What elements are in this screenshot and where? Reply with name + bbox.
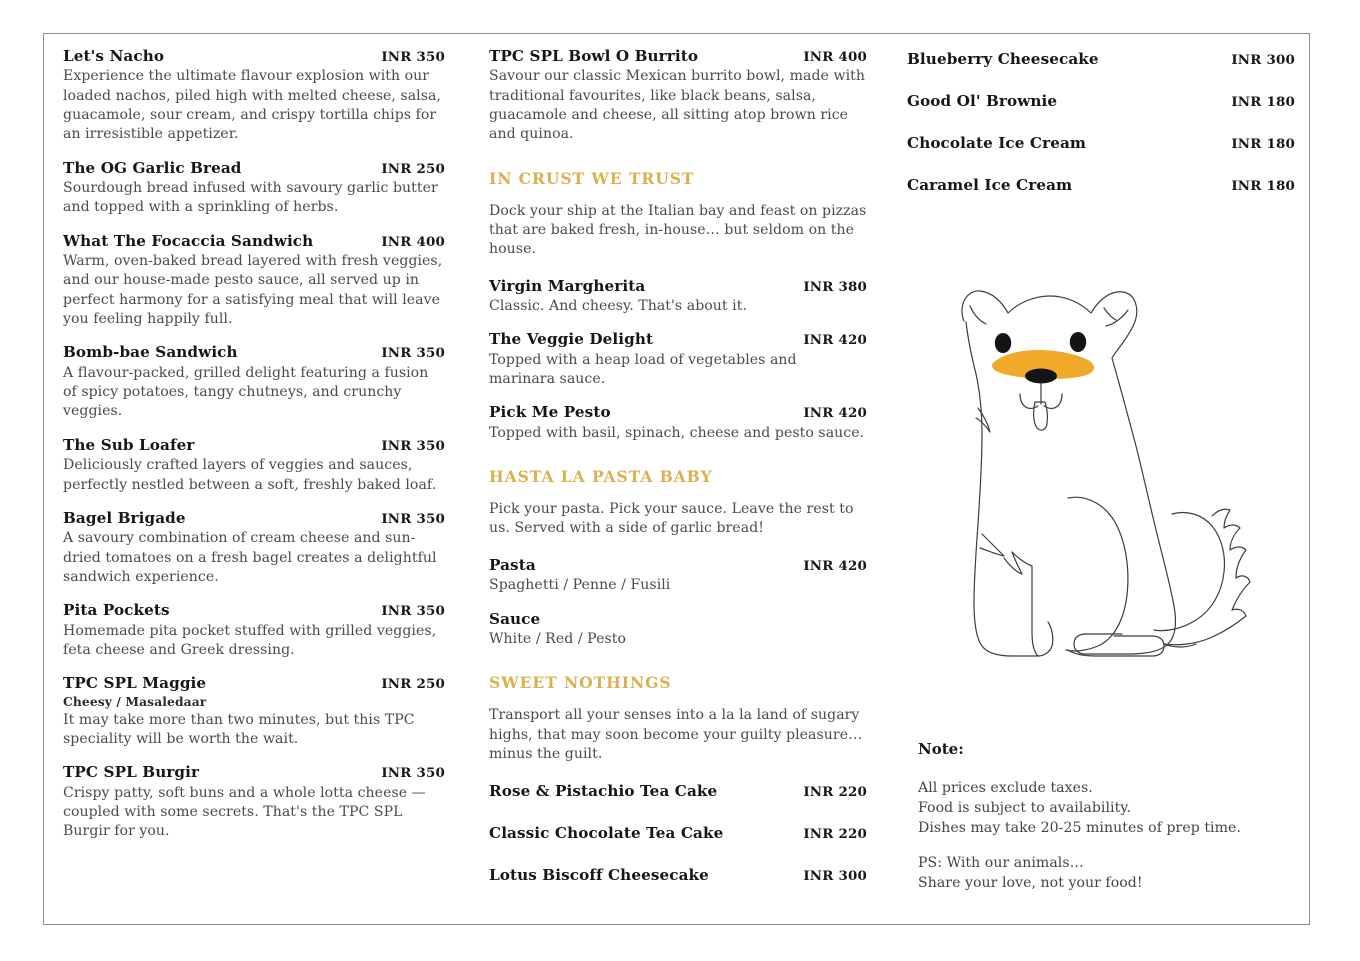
note-block xyxy=(918,740,1298,893)
menu-item xyxy=(489,48,867,145)
note-spacer xyxy=(918,838,1298,853)
note-title: Note: xyxy=(918,740,964,758)
menu-item xyxy=(907,134,1295,152)
menu-item-description: Classic. And cheesy. That's about it. xyxy=(489,298,747,315)
menu-item-description: Savour our classic Mexican burrito bowl, made with traditional favourites, like black beans, salsa, guacamole and cheese, all sitting atop brown rice and quinoa. xyxy=(489,68,865,143)
menu-item xyxy=(63,510,445,587)
menu-item xyxy=(489,611,867,650)
menu-item-price: INR 180 xyxy=(1231,136,1295,152)
note-line: Food is subject to availability. xyxy=(918,800,1131,816)
menu-item-head xyxy=(489,404,867,421)
dog-right-ear-crease xyxy=(1104,308,1116,320)
menu-item-description: Warm, oven-baked bread layered with fresh veggies, and our house-made pesto sauce, all served up in perfect harmony for a satisfying meal that will leave you feeling happily full. xyxy=(63,253,443,328)
menu-item-name: The OG Garlic Bread xyxy=(63,158,242,177)
menu-item-name: Bomb-bae Sandwich xyxy=(63,343,238,362)
menu-item xyxy=(489,331,867,389)
column-left xyxy=(63,48,445,857)
menu-item-price: INR 220 xyxy=(803,826,867,843)
note-line: All prices exclude taxes. xyxy=(918,780,1093,796)
dog-chest-tuft-2 xyxy=(980,534,1004,556)
menu-item xyxy=(63,437,445,495)
menu-item xyxy=(63,233,445,330)
menu-item-name: The Veggie Delight xyxy=(489,330,654,349)
menu-item-price: INR 220 xyxy=(803,784,867,801)
menu-item-name: Chocolate Ice Cream xyxy=(907,134,1087,152)
menu-item xyxy=(63,344,445,421)
menu-item-price: INR 350 xyxy=(381,345,445,362)
menu-item xyxy=(907,50,1295,68)
menu-item-name: Rose & Pistachio Tea Cake xyxy=(489,782,718,801)
menu-item-name: Pick Me Pesto xyxy=(489,403,611,422)
menu-item-name: Virgin Margherita xyxy=(489,276,646,295)
menu-item xyxy=(489,557,867,596)
dog-body-outline xyxy=(962,291,1176,654)
section-title-desserts: SWEET NOTHINGS xyxy=(489,673,672,693)
menu-item-description: Topped with basil, spinach, cheese and pesto sauce. xyxy=(489,424,865,441)
menu-item-name: Lotus Biscoff Cheesecake xyxy=(489,866,709,885)
menu-item-description: White / Red / Pesto xyxy=(489,630,626,647)
menu-item-description: It may take more than two minutes, but this TPC speciality will be worth the wait. xyxy=(63,711,415,747)
dog-right-ear-fold xyxy=(1106,310,1128,326)
menu-item-head xyxy=(489,331,867,348)
menu-item-description: Deliciously crafted layers of veggies and sauces, perfectly nestled between a soft, freshly baked loaf. xyxy=(63,457,437,493)
menu-item-head xyxy=(489,278,867,295)
section-blurb-desserts: Transport all your senses into a la la land of sugary highs, that may soon become your guilty pleasure… minus the guilt. xyxy=(489,707,863,762)
menu-item-price: INR 400 xyxy=(381,233,445,250)
menu-item-name: Bagel Brigade xyxy=(63,508,186,527)
menu-item-head xyxy=(63,233,445,250)
column-right xyxy=(907,48,1295,218)
dog-left-ear-fold xyxy=(970,306,986,324)
menu-item xyxy=(489,278,867,317)
menu-item-price: INR 300 xyxy=(1231,52,1295,68)
menu-item-name: TPC SPL Burgir xyxy=(63,763,200,782)
menu-item-name: Pita Pockets xyxy=(63,601,170,620)
menu-item xyxy=(63,48,445,145)
menu-item xyxy=(489,866,867,884)
menu-item-head xyxy=(63,764,445,781)
menu-item-price: INR 350 xyxy=(381,49,445,65)
menu-item-description: A flavour-packed, grilled delight featuring a fusion of spicy potatoes, tangy chutneys, and crunchy veggies. xyxy=(63,364,429,420)
menu-item-name: Sauce xyxy=(489,609,541,628)
menu-item-price: INR 180 xyxy=(1231,94,1295,110)
column-middle xyxy=(489,48,867,908)
menu-item-name: Caramel Ice Cream xyxy=(907,176,1073,194)
menu-item xyxy=(63,602,445,660)
menu-item-head xyxy=(489,557,867,574)
menu-item-price: INR 420 xyxy=(803,332,867,349)
menu-item-head xyxy=(63,160,445,177)
menu-item xyxy=(907,176,1295,194)
dog-chest-tuft-3 xyxy=(1004,552,1022,574)
menu-item-head xyxy=(489,611,867,628)
dog-left-eye xyxy=(995,333,1011,353)
menu-item-description: Sourdough bread infused with savoury garlic butter and topped with a sprinkling of herbs. xyxy=(63,180,438,216)
section-title-pasta: HASTA LA PASTA BABY xyxy=(489,467,713,487)
menu-item xyxy=(489,782,867,800)
note-ps-line: PS: With our animals… xyxy=(918,855,1084,871)
dog-right-eye xyxy=(1070,332,1086,352)
menu-item-price: INR 400 xyxy=(803,49,867,65)
menu-item xyxy=(63,764,445,841)
menu-item-description: Crispy patty, soft buns and a whole lotta cheese — coupled with some secrets. That's the TPC SPL Burgir for you. xyxy=(63,784,426,840)
dog-front-leg-divider xyxy=(1032,566,1038,656)
menu-item-name: Blueberry Cheesecake xyxy=(907,50,1099,68)
note-ps-line: Share your love, not your food! xyxy=(918,875,1143,891)
section-title-pizza: IN CRUST WE TRUST xyxy=(489,168,695,188)
menu-item xyxy=(489,824,867,842)
menu-item-name: Let's Nacho xyxy=(63,47,165,65)
menu-item-name: What The Focaccia Sandwich xyxy=(63,231,314,250)
dog-nose xyxy=(1025,369,1057,384)
dog-tail-fur xyxy=(1164,509,1250,645)
menu-item-price: INR 350 xyxy=(381,510,445,527)
dog-tail-outer xyxy=(1154,513,1225,631)
menu-item xyxy=(63,675,445,749)
menu-item-head xyxy=(63,437,445,454)
menu-item-head xyxy=(63,602,445,619)
dog-front-paw-right xyxy=(1038,622,1053,656)
menu-item-price: INR 420 xyxy=(803,405,867,422)
menu-item-head xyxy=(63,675,445,692)
dog-hind-paw xyxy=(1068,636,1164,656)
dessert-price-list xyxy=(907,50,1295,194)
menu-item-head xyxy=(63,48,445,65)
menu-item-price: INR 350 xyxy=(381,765,445,782)
menu-item-price: INR 180 xyxy=(1231,178,1295,194)
menu-item-description: Experience the ultimate flavour explosion with our loaded nachos, piled high with melted cheese, salsa, guacamole, sour cream, and crispy tortilla chips for an irresistible appetizer. xyxy=(63,68,441,143)
menu-item xyxy=(489,404,867,443)
menu-item-head xyxy=(489,48,867,65)
menu-item-description: Spaghetti / Penne / Fusili xyxy=(489,577,671,594)
menu-item-price: INR 420 xyxy=(803,557,867,574)
section-blurb-pasta: Pick your pasta. Pick your sauce. Leave the rest to us. Served with a side of garlic bread! xyxy=(489,501,854,537)
dog-haunch xyxy=(1066,497,1128,651)
menu-item-name: TPC SPL Bowl O Burrito xyxy=(489,47,699,65)
menu-item-head xyxy=(63,344,445,361)
menu-item xyxy=(63,160,445,218)
menu-item-name: The Sub Loafer xyxy=(63,435,195,454)
menu-item-description: A savoury combination of cream cheese and sun-dried tomatoes on a fresh bagel creates a delightful sandwich experience. xyxy=(63,530,437,585)
menu-item-variant: Cheesy / Masaledaar xyxy=(63,693,207,709)
note-line: Dishes may take 20-25 minutes of prep time. xyxy=(918,820,1241,836)
section-blurb-pizza: Dock your ship at the Italian bay and feast on pizzas that are baked fresh, in-house… but seldom on the house. xyxy=(489,202,867,258)
menu-item-price: INR 350 xyxy=(381,437,445,454)
dog-mouth-left xyxy=(1020,394,1038,408)
sitting-dog-illustration xyxy=(946,266,1276,686)
menu-item-name: Classic Chocolate Tea Cake xyxy=(489,824,724,843)
menu-item-price: INR 350 xyxy=(381,603,445,620)
menu-item-price: INR 380 xyxy=(803,278,867,295)
menu-item-price: INR 250 xyxy=(381,676,445,693)
menu-item-name: Good Ol' Brownie xyxy=(907,92,1058,110)
dog-chest-tuft-1 xyxy=(976,408,990,432)
menu-item-name: TPC SPL Maggie xyxy=(63,674,207,693)
menu-item-price: INR 250 xyxy=(381,160,445,177)
menu-item-name: Pasta xyxy=(489,555,536,574)
menu-item-price: INR 300 xyxy=(803,868,867,885)
menu-item-description: Homemade pita pocket stuffed with grilled veggies, feta cheese and Greek dressing. xyxy=(63,622,437,658)
menu-item-head xyxy=(63,510,445,527)
menu-item-description: Topped with a heap load of vegetables and marinara sauce. xyxy=(489,351,797,388)
menu-item xyxy=(907,92,1295,110)
